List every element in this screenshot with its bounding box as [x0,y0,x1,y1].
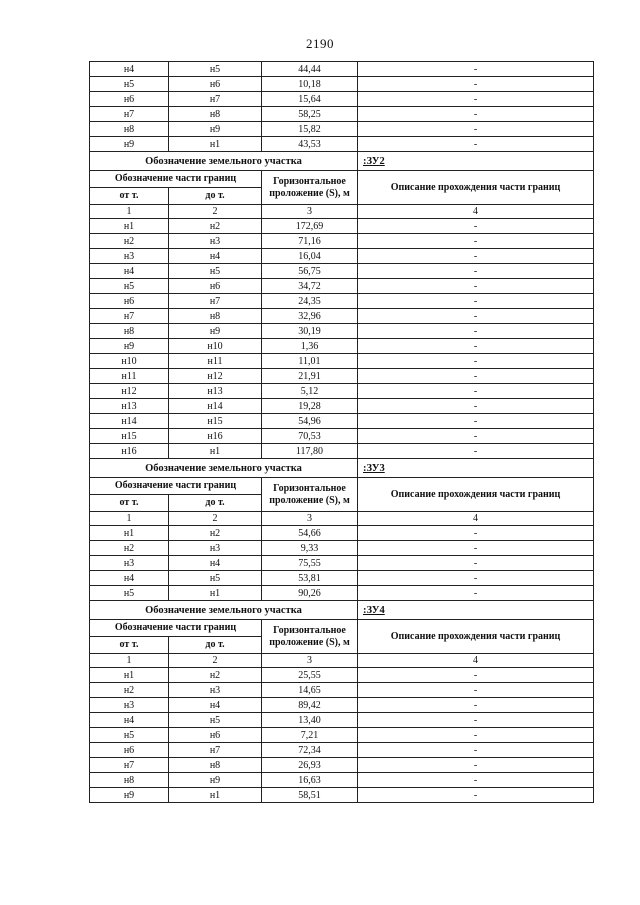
description-cell: - [358,698,594,713]
point-to-cell: н7 [169,92,262,107]
column-index-cell: 1 [90,654,169,668]
table-row [90,234,594,249]
horizontal-distance-cell: 71,16 [262,234,358,249]
point-from-cell: н5 [90,279,169,294]
table-row [90,369,594,384]
column-header-row [90,620,594,637]
column-header-row [90,478,594,495]
horizontal-distance-cell: 72,34 [262,743,358,758]
point-from-cell: н8 [90,773,169,788]
description-cell: - [358,92,594,107]
table-row [90,354,594,369]
horizontal-distance-cell: 172,69 [262,219,358,234]
column-index-row [90,205,594,219]
horizontal-distance-cell: 90,26 [262,586,358,601]
point-to-cell: н1 [169,788,262,803]
point-to-cell: н5 [169,62,262,77]
part-designation-header: Обозначение части границ [90,478,262,495]
description-cell: - [358,728,594,743]
column-index-cell: 2 [169,205,262,219]
point-to-cell: н6 [169,77,262,92]
point-from-cell: н8 [90,122,169,137]
table-row [90,62,594,77]
point-from-cell: н6 [90,294,169,309]
point-to-cell: н9 [169,122,262,137]
description-cell: - [358,122,594,137]
point-from-cell: н4 [90,571,169,586]
point-from-cell: н15 [90,429,169,444]
point-to-cell: н4 [169,698,262,713]
description-cell: - [358,444,594,459]
horizontal-distance-cell: 15,82 [262,122,358,137]
column-index-row [90,654,594,668]
column-index-cell: 3 [262,205,358,219]
column-index-cell: 2 [169,654,262,668]
table-row [90,279,594,294]
description-cell: - [358,526,594,541]
description-cell: - [358,219,594,234]
point-from-cell: н9 [90,788,169,803]
point-to-cell: н1 [169,137,262,152]
description-cell: - [358,683,594,698]
point-to-cell: н4 [169,249,262,264]
column-index-cell: 1 [90,205,169,219]
point-to-cell: н2 [169,668,262,683]
table-row [90,219,594,234]
boundary-table [89,61,594,803]
point-from-cell: н3 [90,556,169,571]
point-to-cell: н8 [169,309,262,324]
description-cell: - [358,309,594,324]
parcel-designation-label: Обозначение земельного участка [90,601,358,620]
table-row [90,444,594,459]
horizontal-distance-cell: 58,25 [262,107,358,122]
parcel-title-row [90,459,594,478]
point-from-cell: н3 [90,249,169,264]
point-to-cell: н9 [169,324,262,339]
column-index-cell: 1 [90,512,169,526]
description-cell: - [358,249,594,264]
description-cell: - [358,107,594,122]
point-to-cell: н6 [169,279,262,294]
point-from-cell: н2 [90,541,169,556]
to-point-header: до т. [169,495,262,512]
horizontal-distance-cell: 10,18 [262,77,358,92]
point-from-cell: н6 [90,92,169,107]
horizontal-distance-cell: 9,33 [262,541,358,556]
point-to-cell: н6 [169,728,262,743]
point-to-cell: н8 [169,758,262,773]
column-index-cell: 4 [358,654,594,668]
description-cell: - [358,324,594,339]
description-cell: - [358,294,594,309]
description-cell: - [358,586,594,601]
point-to-cell: н15 [169,414,262,429]
column-index-cell: 3 [262,654,358,668]
table-row [90,309,594,324]
table-row [90,264,594,279]
part-designation-header: Обозначение части границ [90,620,262,637]
horizontal-distance-header: Горизонтальное проложение (S), м [262,171,358,205]
point-from-cell: н4 [90,713,169,728]
point-from-cell: н1 [90,526,169,541]
horizontal-distance-cell: 58,51 [262,788,358,803]
table-row [90,107,594,122]
table-row [90,541,594,556]
point-to-cell: н13 [169,384,262,399]
point-to-cell: н4 [169,556,262,571]
horizontal-distance-cell: 34,72 [262,279,358,294]
table-row [90,586,594,601]
table-row [90,77,594,92]
table-row [90,294,594,309]
horizontal-distance-cell: 75,55 [262,556,358,571]
description-cell: - [358,571,594,586]
page-number: 2190 [306,36,334,51]
horizontal-distance-cell: 30,19 [262,324,358,339]
table-row [90,683,594,698]
description-cell: - [358,279,594,294]
description-cell: - [358,339,594,354]
point-to-cell: н10 [169,339,262,354]
point-to-cell: н3 [169,234,262,249]
point-from-cell: н13 [90,399,169,414]
description-cell: - [358,541,594,556]
table-row [90,571,594,586]
point-to-cell: н2 [169,219,262,234]
table-row [90,122,594,137]
horizontal-distance-cell: 117,80 [262,444,358,459]
point-from-cell: н7 [90,309,169,324]
horizontal-distance-cell: 89,42 [262,698,358,713]
point-to-cell: н14 [169,399,262,414]
point-to-cell: н5 [169,264,262,279]
point-to-cell: н2 [169,526,262,541]
table-row [90,758,594,773]
point-from-cell: н5 [90,586,169,601]
table-row [90,92,594,107]
description-cell: - [358,743,594,758]
table-row [90,249,594,264]
table-row [90,713,594,728]
horizontal-distance-cell: 14,65 [262,683,358,698]
point-from-cell: н1 [90,219,169,234]
description-cell: - [358,429,594,444]
horizontal-distance-cell: 1,36 [262,339,358,354]
point-to-cell: н5 [169,571,262,586]
column-header-row [90,171,594,188]
horizontal-distance-cell: 54,96 [262,414,358,429]
horizontal-distance-cell: 7,21 [262,728,358,743]
parcel-designation-label: Обозначение земельного участка [90,152,358,171]
point-from-cell: н16 [90,444,169,459]
description-cell: - [358,62,594,77]
point-from-cell: н5 [90,728,169,743]
point-to-cell: н1 [169,586,262,601]
point-to-cell: н7 [169,294,262,309]
point-from-cell: н4 [90,62,169,77]
horizontal-distance-cell: 26,93 [262,758,358,773]
description-cell: - [358,556,594,571]
point-to-cell: н11 [169,354,262,369]
description-cell: - [358,234,594,249]
description-cell: - [358,399,594,414]
point-from-cell: н4 [90,264,169,279]
table-row [90,773,594,788]
description-cell: - [358,758,594,773]
parcel-number: :ЗУ2 [358,152,594,171]
point-from-cell: н7 [90,758,169,773]
description-cell: - [358,414,594,429]
horizontal-distance-cell: 44,44 [262,62,358,77]
from-point-header: от т. [90,637,169,654]
table-row [90,399,594,414]
parcel-title-row [90,601,594,620]
horizontal-distance-cell: 56,75 [262,264,358,279]
table-row [90,429,594,444]
description-cell: - [358,384,594,399]
table-row [90,788,594,803]
description-cell: - [358,77,594,92]
column-index-cell: 2 [169,512,262,526]
horizontal-distance-header: Горизонтальное проложение (S), м [262,478,358,512]
parcel-number: :ЗУ3 [358,459,594,478]
horizontal-distance-cell: 32,96 [262,309,358,324]
table-row [90,728,594,743]
table-row [90,526,594,541]
horizontal-distance-cell: 70,53 [262,429,358,444]
parcel-title-row [90,152,594,171]
point-to-cell: н5 [169,713,262,728]
point-to-cell: н7 [169,743,262,758]
to-point-header: до т. [169,637,262,654]
horizontal-distance-cell: 5,12 [262,384,358,399]
table-row [90,698,594,713]
point-from-cell: н2 [90,234,169,249]
table-row [90,668,594,683]
parcel-designation-label: Обозначение земельного участка [90,459,358,478]
point-from-cell: н9 [90,339,169,354]
description-cell: - [358,788,594,803]
description-header: Описание прохождения части границ [358,620,594,654]
table-row [90,339,594,354]
horizontal-distance-cell: 54,66 [262,526,358,541]
column-index-cell: 4 [358,205,594,219]
horizontal-distance-cell: 43,53 [262,137,358,152]
point-from-cell: н2 [90,683,169,698]
from-point-header: от т. [90,188,169,205]
to-point-header: до т. [169,188,262,205]
description-cell: - [358,668,594,683]
point-to-cell: н12 [169,369,262,384]
column-index-row [90,512,594,526]
point-from-cell: н11 [90,369,169,384]
point-from-cell: н14 [90,414,169,429]
parcel-number: :ЗУ4 [358,601,594,620]
description-cell: - [358,264,594,279]
description-header: Описание прохождения части границ [358,478,594,512]
point-to-cell: н9 [169,773,262,788]
description-cell: - [358,137,594,152]
horizontal-distance-cell: 21,91 [262,369,358,384]
column-index-cell: 4 [358,512,594,526]
point-to-cell: н1 [169,444,262,459]
horizontal-distance-cell: 16,63 [262,773,358,788]
point-to-cell: н3 [169,541,262,556]
point-from-cell: н1 [90,668,169,683]
horizontal-distance-cell: 25,55 [262,668,358,683]
point-from-cell: н12 [90,384,169,399]
point-to-cell: н16 [169,429,262,444]
horizontal-distance-cell: 13,40 [262,713,358,728]
horizontal-distance-header: Горизонтальное проложение (S), м [262,620,358,654]
description-cell: - [358,713,594,728]
point-to-cell: н8 [169,107,262,122]
horizontal-distance-cell: 53,81 [262,571,358,586]
point-from-cell: н3 [90,698,169,713]
horizontal-distance-cell: 11,01 [262,354,358,369]
horizontal-distance-cell: 24,35 [262,294,358,309]
table-row [90,556,594,571]
point-from-cell: н9 [90,137,169,152]
table-row [90,324,594,339]
description-cell: - [358,369,594,384]
description-cell: - [358,773,594,788]
point-from-cell: н6 [90,743,169,758]
part-designation-header: Обозначение части границ [90,171,262,188]
table-row [90,743,594,758]
point-from-cell: н7 [90,107,169,122]
table-row [90,384,594,399]
boundary-document [89,61,593,803]
column-index-cell: 3 [262,512,358,526]
point-from-cell: н5 [90,77,169,92]
table-row [90,137,594,152]
horizontal-distance-cell: 15,64 [262,92,358,107]
point-to-cell: н3 [169,683,262,698]
horizontal-distance-cell: 16,04 [262,249,358,264]
description-cell: - [358,354,594,369]
description-header: Описание прохождения части границ [358,171,594,205]
horizontal-distance-cell: 19,28 [262,399,358,414]
point-from-cell: н8 [90,324,169,339]
table-row [90,414,594,429]
point-from-cell: н10 [90,354,169,369]
from-point-header: от т. [90,495,169,512]
